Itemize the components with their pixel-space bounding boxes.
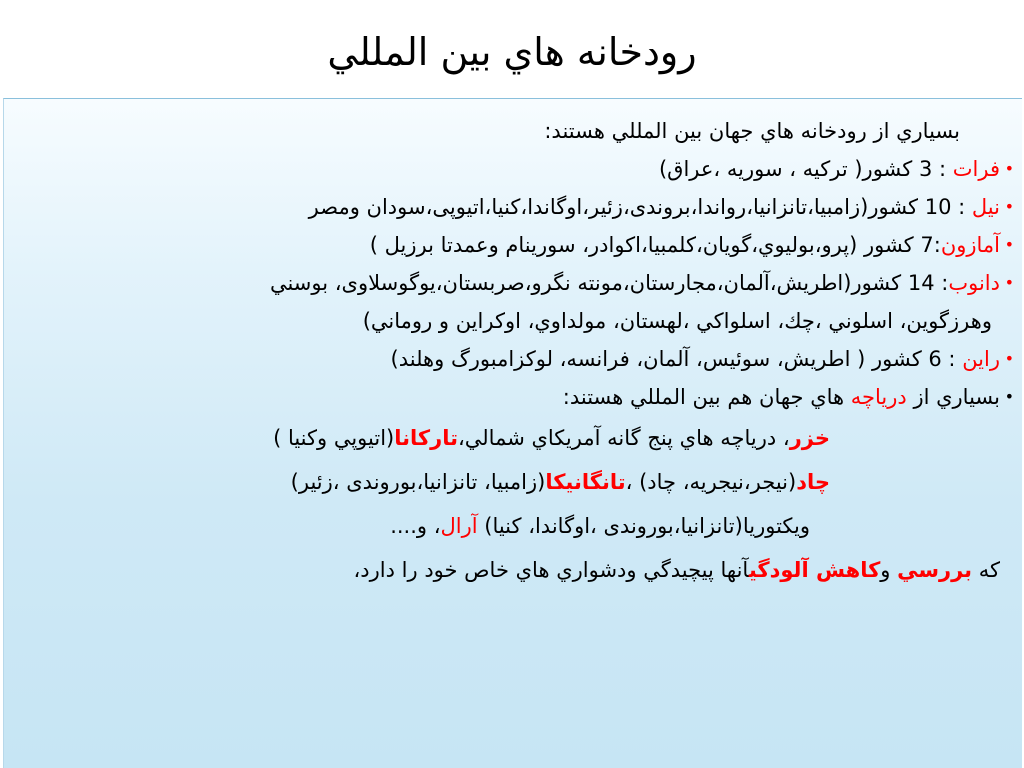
amazon-name: آمازون	[940, 233, 1000, 257]
furat-text: : 3 كشور( تركيه ، سوريه ،عراق)	[658, 157, 953, 181]
furat-line	[20, 150, 1014, 188]
nile-line	[20, 188, 1014, 226]
victoria-line	[20, 504, 1000, 548]
bullet-icon: •	[1004, 387, 1014, 406]
nile-text: : 10 كشور(زامبيا،تانزانيا،رواندا،بروندی،زئير،اوگاندا،كنيا،اتيوپی،سودان ومصر	[308, 195, 972, 219]
furat-name: فرات	[952, 157, 1000, 181]
khazar-text: ، درياچه هاي پنج گانه آمريكاي شمالي،	[457, 426, 790, 450]
lakes-pre: بسياري از	[906, 385, 1000, 409]
bullet-icon: •	[1004, 197, 1014, 216]
amazon-line	[20, 226, 1014, 264]
aral-name: آرال	[440, 514, 478, 538]
barresi-word: بررسي	[897, 558, 973, 582]
rhine-text: : 6 كشور ( اطريش، سوئيس، آلمان، فرانسه، لوكزامبورگ وهلند)	[390, 347, 963, 371]
danube-cont-text: وهرزگوين، اسلوني ،چك، اسلواكي ،لهستان، مولداوي، اوكراين و روماني)	[362, 309, 992, 333]
khazar-line	[20, 416, 1000, 460]
intro-text: بسياري از رودخانه هاي جهان بين المللي هستند:	[544, 119, 960, 143]
chad-line	[20, 460, 1000, 504]
slide-title: رودخانه هاي بين المللي	[327, 30, 697, 74]
bullet-icon: •	[1004, 235, 1014, 254]
intro-line	[20, 112, 1000, 150]
danube-name: دانوب	[948, 271, 1000, 295]
tarkana-text: (اتيوپي وكنيا )	[273, 426, 395, 450]
nile-name: نيل	[971, 195, 1000, 219]
rhine-name: راين	[962, 347, 1000, 371]
kahesh-word: كاهش آلودگي	[748, 558, 881, 582]
bullet-icon: •	[1004, 349, 1014, 368]
victoria-text: ويكتوريا(تانزانيا،بوروندی ،اوگاندا، كنيا)	[477, 514, 810, 538]
bullet-icon: •	[1004, 273, 1014, 292]
closing-line	[20, 548, 1000, 592]
closing-va: و	[880, 558, 898, 582]
chad-name: چاد	[796, 470, 830, 494]
chad-text: (نيجر،نيجريه، چاد) ،	[625, 470, 797, 494]
closing-pre: كه	[972, 558, 1000, 582]
tarkana-name: تاركانا	[394, 426, 458, 450]
tanganyika-name: تانگانيكا	[545, 470, 626, 494]
rhine-line	[20, 340, 1014, 378]
aral-text: ، و....	[390, 514, 441, 538]
lakes-word: درياچه	[850, 385, 907, 409]
tanganyika-text: (زامبيا، تانزانيا،بوروندی ،زئير)	[290, 470, 546, 494]
khazar-name: خزر	[789, 426, 830, 450]
danube-continuation	[20, 302, 1000, 340]
danube-line	[20, 264, 1014, 302]
amazon-text: :7 كشور (پرو،بوليوي،گويان،كلمبيا،اكوادر، سورينام وعمدتا برزيل )	[369, 233, 941, 257]
lakes-line	[20, 378, 1014, 416]
content-lines	[20, 112, 1014, 592]
bullet-icon: •	[1004, 159, 1014, 178]
danube-text: : 14 كشور(اطريش،آلمان،مجارستان،مونته نگرو،صربستان،يوگوسلاوی، بوسني	[269, 271, 949, 295]
closing-post: آنها پيچيدگي ودشواري هاي خاص خود را دارد،	[353, 558, 749, 582]
lakes-post: هاي جهان هم بين المللي هستند:	[562, 385, 851, 409]
